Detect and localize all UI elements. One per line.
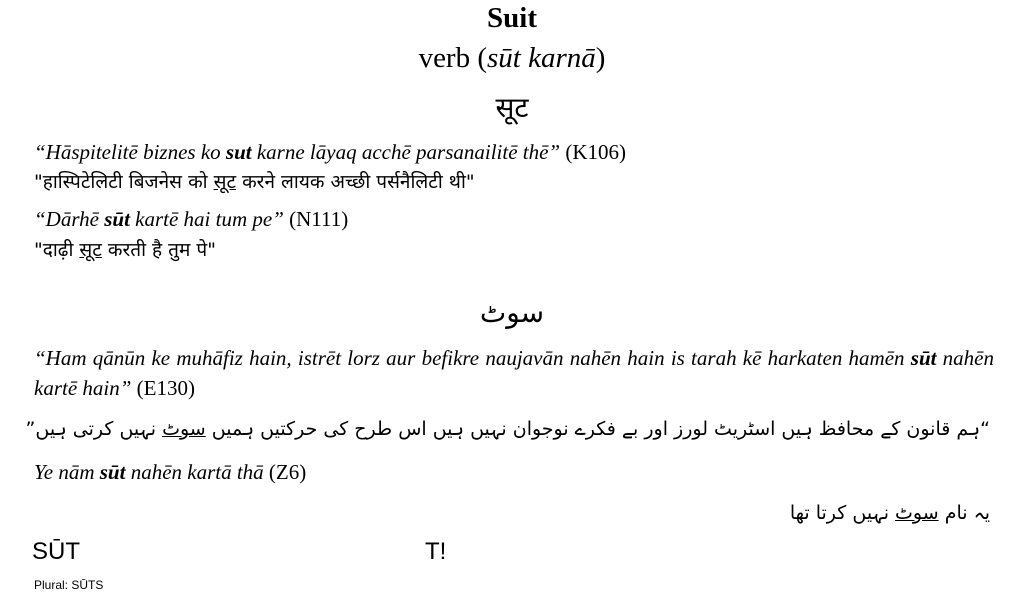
urdu-example-1-urdu: “ہم قانون کے محافظ ہیں اسٹریٹ لورز اور بے فکرے نوجوان نہیں ہیں اس طرح کی حرکتیں ہمیں سوٹ نہیں کرتی ہیں”	[25, 418, 990, 440]
devanagari-headword: सूट	[495, 91, 529, 124]
entry-title: Suit	[487, 2, 537, 34]
keyword-underlined: سوٹ	[162, 418, 206, 440]
pos-transliteration: sūt karnā	[487, 42, 596, 74]
pos-prefix: verb (	[418, 42, 487, 74]
footer-mark: T!	[425, 538, 447, 565]
hindi-example-2-translit: “Dārhē sūt kartē hai tum pe” (N111)	[34, 207, 349, 231]
hindi-example-1-translit: “Hāspitelitē biznes ko sut karne lāyaq acchē parsanailitē thē” (K106)	[34, 140, 627, 164]
keyword: sut	[225, 140, 252, 164]
keyword-underlined: सूट	[79, 239, 102, 261]
keyword-underlined: سوٹ	[895, 502, 939, 524]
hindi-example-1-devanagari: "हास्पिटेलिटी बिजनेस को सूट करने लायक अच्छी पर्सनैलिटी थी"	[34, 171, 475, 193]
urdu-example-1-translit: “Ham qānūn ke muhāfiz hain, istrēt lorz aur befikre naujavān nahēn hain is tarah kē harkaten hamēn sūt nahēn kartē hain” (E130)	[34, 346, 995, 400]
keyword-underlined: सूट	[213, 171, 237, 193]
urdu-example-2-urdu: یہ نام سوٹ نہیں کرتا تھا	[789, 502, 990, 524]
source-ref: (N111)	[283, 207, 349, 231]
part-of-speech	[0, 42, 1024, 75]
footer-headword: SŪT	[32, 538, 80, 565]
keyword: sūt	[104, 207, 130, 231]
source-ref: (K106)	[560, 140, 627, 164]
hindi-example-2-devanagari: "दाढ़ी सूट करती है तुम पे"	[34, 239, 216, 261]
source-ref: (Z6)	[263, 460, 307, 484]
plural-form: Plural: SŪTS	[34, 578, 104, 592]
source-ref: (E130)	[131, 376, 195, 400]
pos-suffix: )	[595, 42, 606, 74]
urdu-example-2-translit: Ye nām sūt nahēn kartā thā (Z6)	[34, 460, 307, 484]
keyword: sūt	[99, 460, 126, 484]
urdu-headword: سوٹ	[479, 296, 545, 329]
keyword: sūt	[910, 346, 937, 370]
